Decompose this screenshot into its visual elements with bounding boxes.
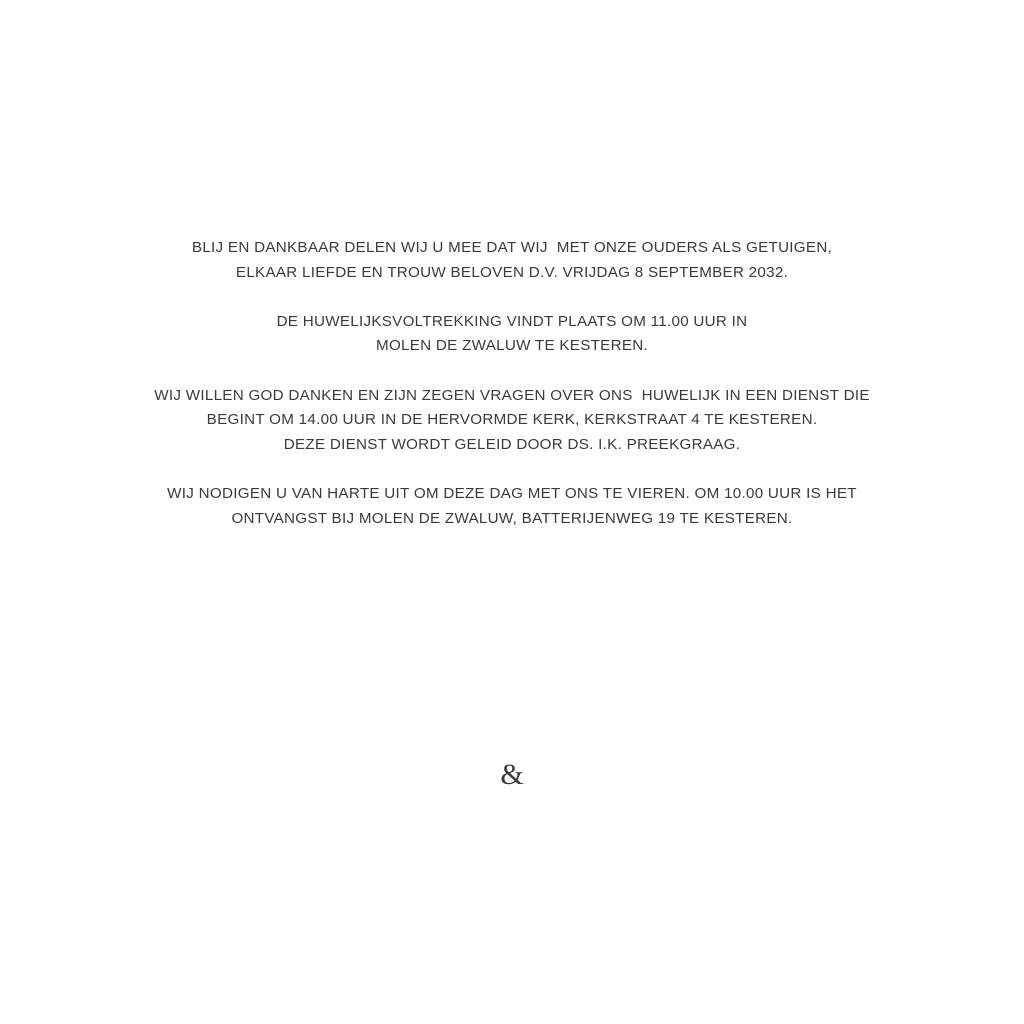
paragraph-spacer (0, 359, 1024, 384)
text-line: ONTVANGST BIJ MOLEN DE ZWALUW, BATTERIJENWEG 19 TE KESTEREN. (231, 509, 793, 527)
ampersand-ornament: & (500, 758, 524, 791)
paragraph-announcement (0, 236, 1024, 285)
paragraph-reception (0, 482, 1024, 531)
text-line: BEGINT OM 14.00 UUR IN DE HERVORMDE KERK, KERKSTRAAT 4 TE KESTEREN. (206, 411, 818, 429)
text-line: MOLEN DE ZWALUW TE KESTEREN. (376, 337, 648, 355)
paragraph-ceremony (0, 310, 1024, 359)
text-line: BLIJ EN DANKBAAR DELEN WIJ U MEE DAT WIJ MET ONZE OUDERS ALS GETUIGEN, (191, 239, 833, 256)
text-line: WIJ WILLEN GOD DANKEN EN ZIJN ZEGEN VRAGEN OVER ONS HUWELIJK IN EEN DIENST DIE (154, 386, 870, 404)
text-line: DE HUWELIJKSVOLTREKKING VINDT PLAATS OM 11.00 UUR IN (276, 312, 748, 330)
text-line: WIJ NODIGEN U VAN HARTE UIT OM DEZE DAG MET ONS TE VIEREN. OM 10.00 UUR IS HET (167, 484, 857, 502)
paragraph-spacer (0, 457, 1024, 482)
text-line: DEZE DIENST WORDT GELEID DOOR DS. I.K. PREEKGRAAG. (283, 435, 741, 453)
paragraph-church-service (0, 384, 1024, 458)
invitation-body (0, 236, 1024, 531)
text-line: ELKAAR LIEFDE EN TROUW BELOVEN D.V. VRIJDAG 8 SEPTEMBER 2032. (235, 263, 789, 281)
paragraph-spacer (0, 285, 1024, 310)
